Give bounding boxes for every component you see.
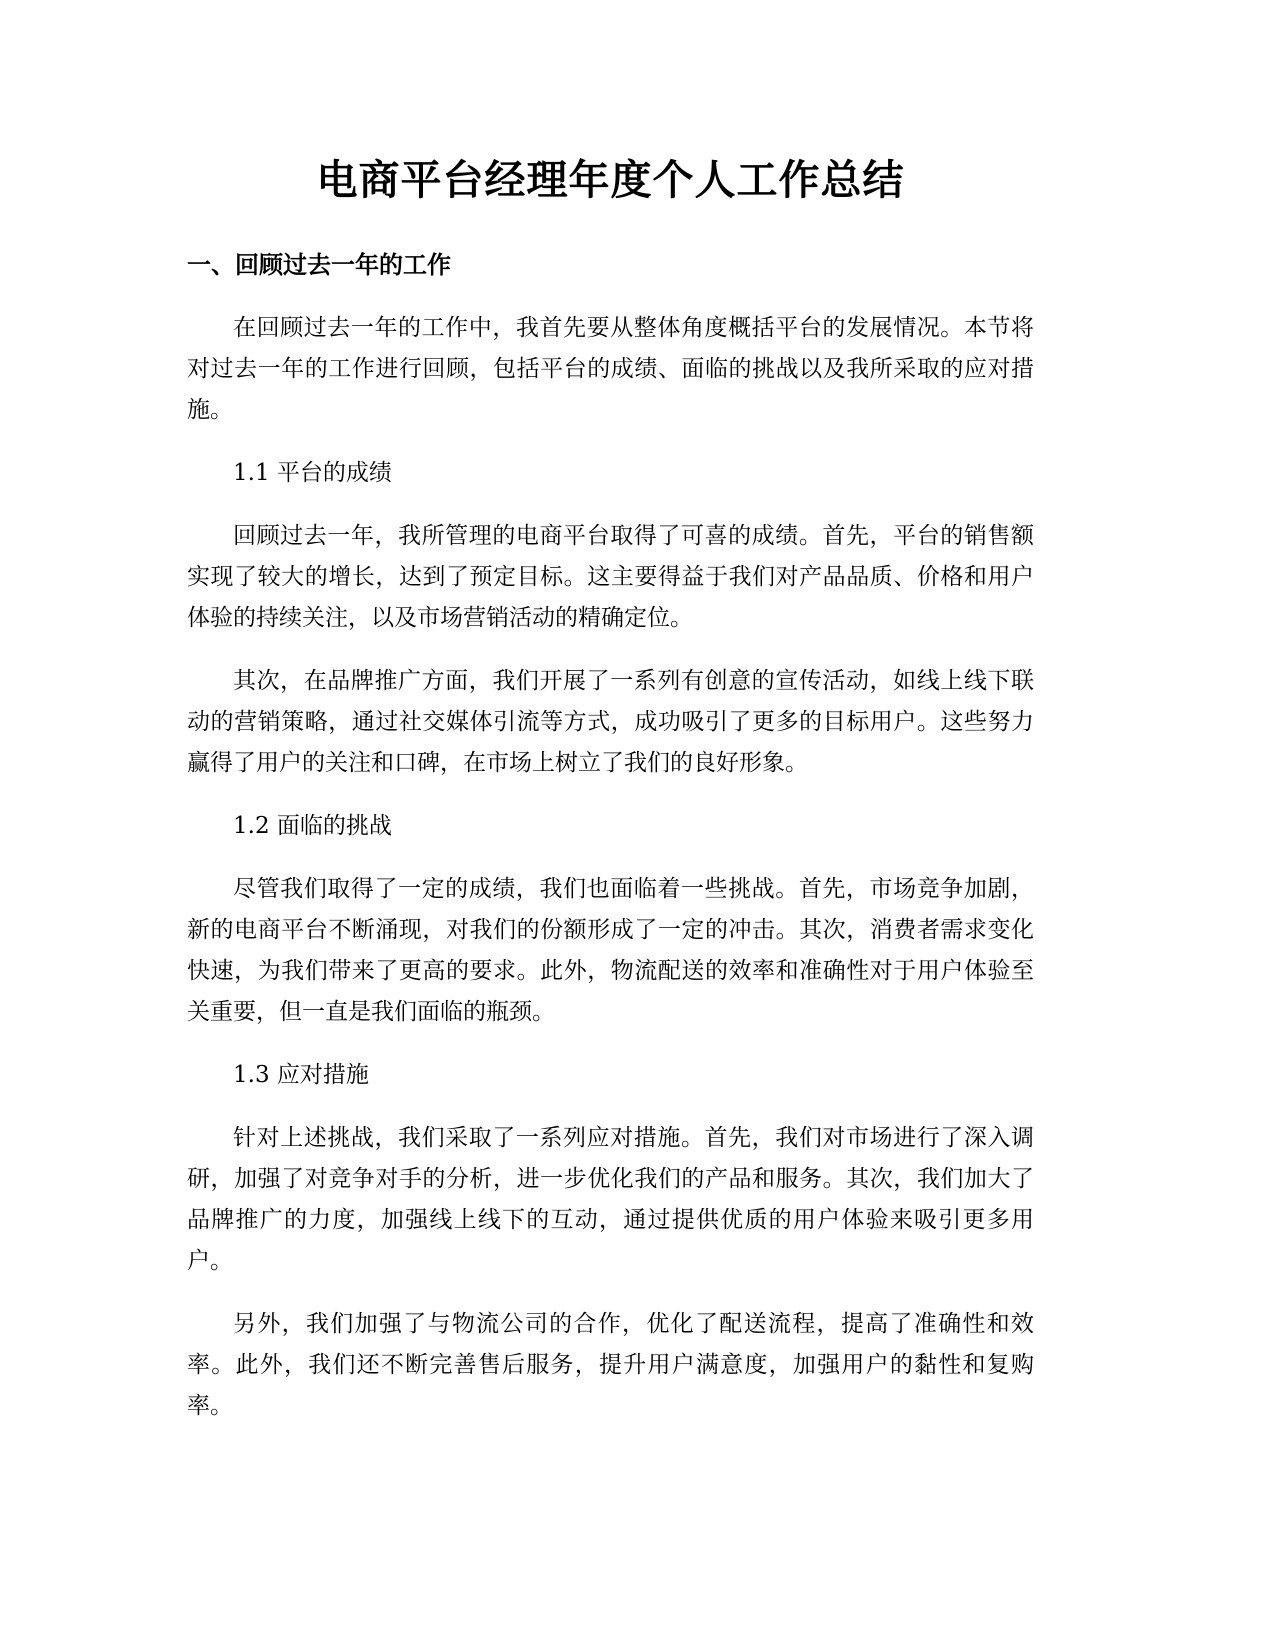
subsection-heading-challenges: 1.2 面临的挑战: [233, 813, 392, 839]
subsection-heading-measures: 1.3 应对措施: [233, 1062, 369, 1088]
section-heading-review: 一、回顾过去一年的工作: [187, 251, 451, 279]
section-intro-paragraph: 在回顾过去一年的工作中，我首先要从整体角度概括平台的发展情况。本节将对过去一年的工作进行回顾，包括平台的成绩、面临的挑战以及我所采取的应对措施。: [187, 315, 1034, 423]
achievements-paragraph-2: 其次，在品牌推广方面，我们开展了一系列有创意的宣传活动，如线上线下联动的营销策略，通过社交媒体引流等方式，成功吸引了更多的目标用户。这些努力赢得了用户的关注和口碑，在市场上树立了我们的良好形象。: [187, 668, 1034, 776]
measures-paragraph-2: 另外，我们加强了与物流公司的合作，优化了配送流程，提高了准确性和效率。此外，我们还不断完善售后服务，提升用户满意度，加强用户的黏性和复购率。: [187, 1311, 1034, 1419]
subsection-heading-achievements: 1.1 平台的成绩: [233, 460, 392, 486]
measures-paragraph-1: 针对上述挑战，我们采取了一系列应对措施。首先，我们对市场进行了深入调研，加强了对竞争对手的分析，进一步优化我们的产品和服务。其次，我们加大了品牌推广的力度，加强线上线下的互动，通过提供优质的用户体验来吸引更多用户。: [187, 1125, 1034, 1274]
achievements-paragraph-1: 回顾过去一年，我所管理的电商平台取得了可喜的成绩。首先，平台的销售额实现了较大的增长，达到了预定目标。这主要得益于我们对产品品质、价格和用户体验的持续关注，以及市场营销活动的精确定位。: [187, 523, 1034, 631]
document-title: 电商平台经理年度个人工作总结: [316, 156, 905, 204]
challenges-paragraph-1: 尽管我们取得了一定的成绩，我们也面临着一些挑战。首先，市场竞争加剧，新的电商平台不断涌现，对我们的份额形成了一定的冲击。其次，消费者需求变化快速，为我们带来了更高的要求。此外，物流配送的效率和准确性对于用户体验至关重要，但一直是我们面临的瓶颈。: [187, 876, 1034, 1025]
